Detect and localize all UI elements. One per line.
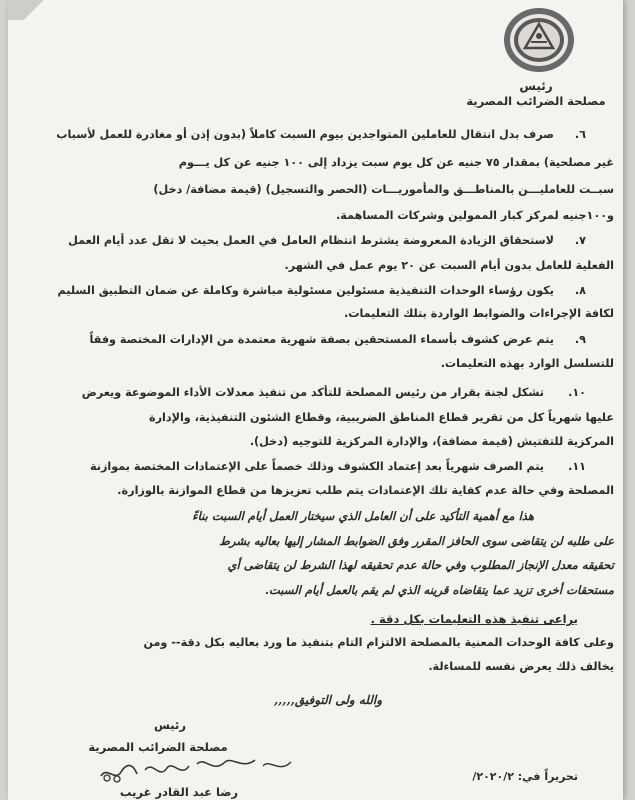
signature-title-line1: رئيس	[154, 718, 186, 732]
note-line: على طلبه لن يتقاضى سوى الحافز المقرر وفق الضوابط المشار إليها بعاليه بشرط	[219, 534, 614, 548]
item-number: ١٠.	[568, 386, 586, 399]
document-page	[8, 0, 623, 800]
compliance-line: وعلى كافة الوحدات المعنية بالمصلحة الالتزام التام بتنفيذ ما ورد بعاليه بكل دقة-- ومن	[143, 636, 614, 649]
compliance-line: يخالف ذلك يعرض نفسه للمساءلة.	[428, 660, 614, 673]
item-line: عليها شهرياً كل من تقرير قطاع المناطق الضريبية، وقطاع الشئون التنفيذية، والإدارة	[149, 411, 614, 424]
item-number: ٨.	[574, 284, 586, 297]
handwritten-signature-icon	[93, 752, 303, 788]
note-line: مستحقات أخرى تزيد عما يتقاضاه قرينه الذي لم يقم بالعمل أيام السبت.	[264, 583, 614, 597]
item-line: سبــت للعامليـــن بالمناطـــق والمأموريـــات (الحصر والتسجيل) (قيمة مضافة/ دخل)	[153, 183, 614, 196]
signatory-name: رضا عبد القادر غريب	[119, 785, 239, 799]
signature-title-line2: مصلحة الضرائب المصرية	[88, 740, 228, 754]
header-title-line2: مصلحة الضرائب المصرية	[466, 94, 606, 108]
date-line: تحريراً في: ٢٠٢٠/٢/	[472, 770, 578, 783]
item-number: ٧.	[574, 234, 586, 247]
item-line: يكون رؤساء الوحدات التنفيذية مسئولين مسئولية مباشرة وكاملة عن ضمان التطبيق السليم	[57, 284, 554, 297]
note-line: هذا مع أهمية التأكيد على أن العامل الذي سيختار العمل أيام السبت بناءً	[192, 509, 534, 523]
item-line: يتم الصرف شهرياً بعد إعتماد الكشوف وذلك خصماً على الإعتمادات المختصة بموازنة	[89, 460, 544, 473]
item-line: صرف بدل انتقال للعاملين المتواجدين بيوم السبت كاملاً (بدون إذن أو مغادرة للعمل لأسباب	[56, 128, 554, 141]
closing-text: والله ولى التوفيق,,,,,	[273, 693, 383, 707]
item-line: تشكل لجنة بقرار من رئيس المصلحة للتأكد من تنفيذ معدلات الأداء الموضوعة ويعرض	[81, 386, 544, 399]
item-line: المركزية للتفتيش (قيمة مضافة)، والإدارة المركزية للتوجيه (دخل).	[249, 435, 614, 448]
item-line: للتسلسل الوارد بهذه التعليمات.	[440, 357, 614, 370]
item-line: يتم عرض كشوف بأسماء المستحقين بصفة شهرية معتمدة من الإدارات المختصة وفقاً	[89, 333, 554, 346]
item-line: لاستحقاق الزيادة المعروضة يشترط انتظام العامل في العمل بحيث لا تقل عدد أيام العمل	[68, 234, 554, 247]
compliance-heading: يراعى تنفيذ هذه التعليمات بكل دقة .	[370, 612, 578, 626]
note-line: تحقيقه معدل الإنجاز المطلوب وفي حالة عدم تحقيقه لهذا الشرط لن يتقاضى أي	[227, 558, 614, 572]
item-line: المصلحة وفي حالة عدم كفاية تلك الإعتمادات يتم طلب تعزيزها من قطاع الموازنة بالوزارة.	[117, 484, 614, 497]
item-line: الفعلية للعامل بدون أيام السبت عن ٢٠ يوم عمل في الشهر.	[284, 259, 614, 272]
item-line: و١٠٠جنيه لمركز كبار الممولين وشركات المساهمة.	[336, 209, 614, 222]
header-title-line1: رئيس	[519, 79, 553, 93]
item-line: لكافة الإجراءات والضوابط الواردة بتلك التعليمات.	[343, 307, 614, 320]
page-corner-shadow	[8, 0, 48, 20]
item-number: ١١.	[568, 460, 586, 473]
item-line: غير مصلحية) بمقدار ٧٥ جنيه عن كل يوم سبت يزداد إلى ١٠٠ جنيه عن كل يـــوم	[178, 156, 614, 169]
item-number: ٦.	[574, 128, 586, 141]
authority-seal-icon	[501, 6, 577, 74]
item-number: ٩.	[574, 333, 586, 346]
